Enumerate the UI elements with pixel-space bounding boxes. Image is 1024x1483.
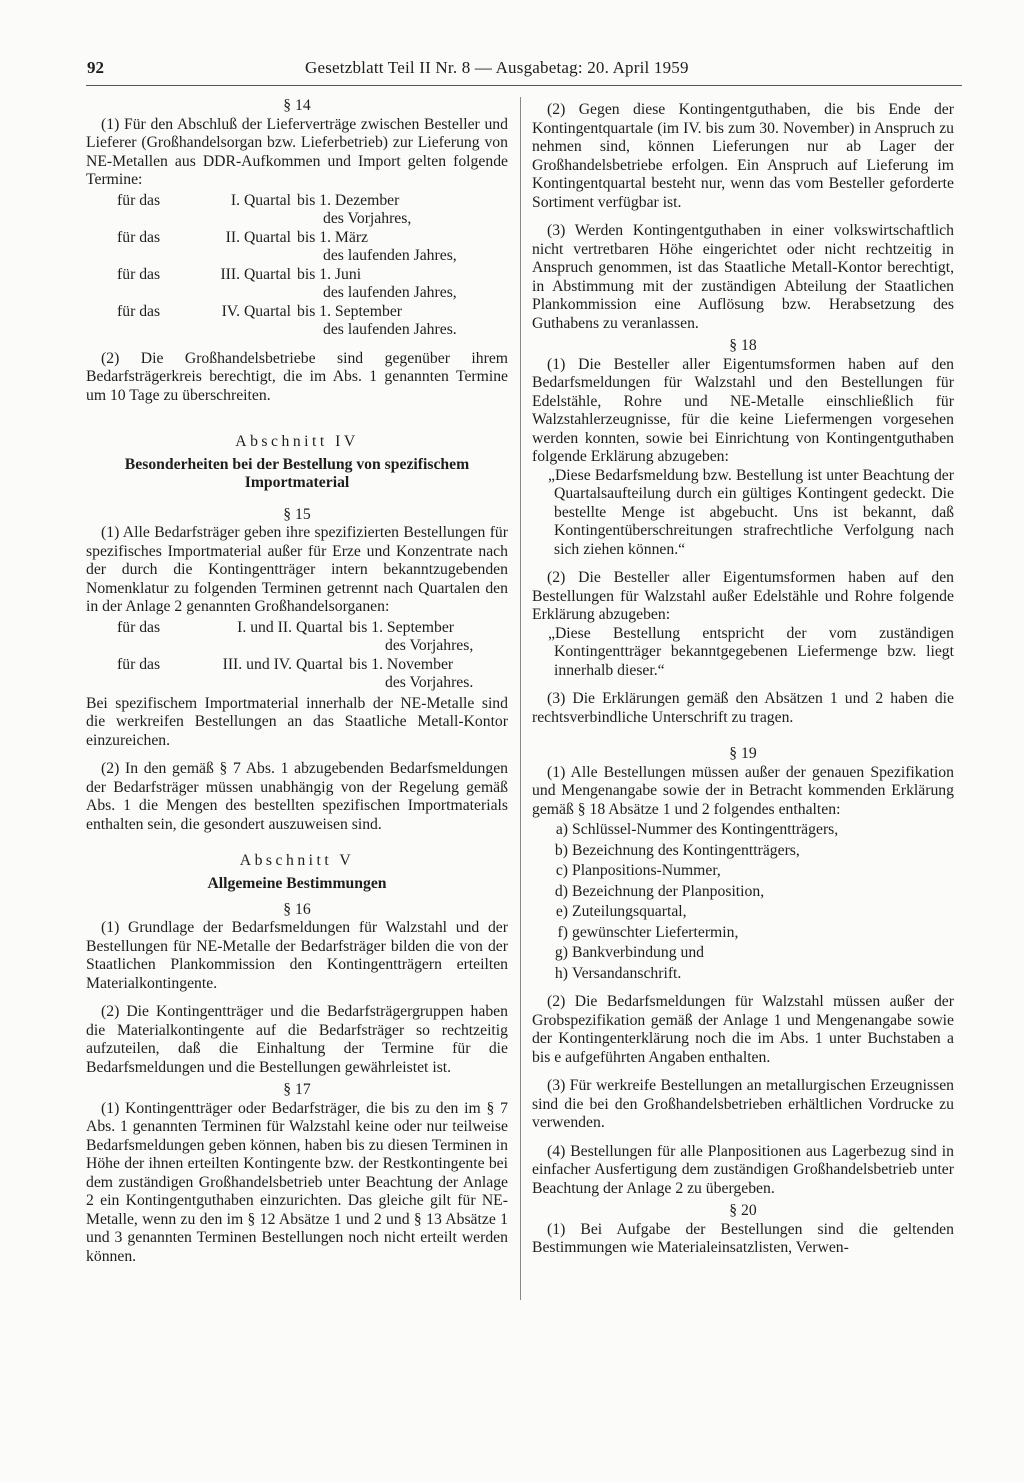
- list-item-text: Bankverbindung und: [572, 944, 705, 961]
- section-17-title: § 17: [283, 1081, 311, 1098]
- deadline-date: bis 1. Juni: [297, 265, 362, 283]
- list-item-letter: b): [554, 841, 568, 859]
- section-18-paragraph-2: (2) Die Besteller aller Eigentumsformen haben auf den Bestellungen für Walzstahl außer Edelstähle und Rohre folgende Erklärung abzugeben:: [532, 569, 954, 623]
- section-20-title: § 20: [729, 1202, 757, 1219]
- section-18-quote-2: „Diese Bestellung entspricht der vom zuständigen Kontingentträger bekanntgegebenen Liefermenge bzw. liegt innerhalb dieser.“: [548, 624, 954, 679]
- list-item: [548, 965, 954, 984]
- section-18-quote-1: „Diese Bedarfsmeldung bzw. Bestellung ist unter Beachtung der Quartalsaufteilung durch ein gültiges Kontingent gedeckt. Die bestellte Menge ist abgebucht. Uns ist bekannt, daß Kontingentüberschreitungen strafrechtliche Verfolgung nach sich ziehen können.“: [548, 466, 954, 558]
- deadline-row: [86, 229, 457, 266]
- header-rule: [86, 85, 962, 86]
- list-item-letter: c): [555, 862, 568, 879]
- list-item-letter: h): [554, 964, 568, 982]
- deadline-label: für das: [117, 228, 161, 246]
- abschnitt-4-heading: Besonderheiten bei der Bestellung von spezifischem Importmaterial: [124, 455, 470, 491]
- list-item-text: Versandanschrift.: [572, 964, 682, 982]
- list-item: [548, 842, 954, 861]
- page-number: 92: [87, 58, 104, 77]
- list-item-text: Bezeichnung des Kontingentträgers,: [572, 841, 800, 859]
- deadline-date: bis 1. September: [349, 618, 455, 636]
- deadline-label: für das: [117, 655, 161, 673]
- deadline-date: bis 1. September: [297, 302, 403, 320]
- section-15-title: § 15: [283, 505, 311, 523]
- deadline-date: bis 1. November: [349, 655, 454, 673]
- section-17-paragraph-1: (1) Kontingentträger oder Bedarfsträger, die bis zu den im § 7 Abs. 1 genannten Terminen für Walzstahl keine oder nur teilweise Bedarfsmeldungen geben können, haben bis zu diesen Terminen in Höhe der ihnen erteilten Kontingente bzw. der Restkontingente bei dem zuständigen Großhandelsbetrieb unter Beachtung der Anlage 2 ein Kontingentguthaben einzurichten. Das gleiche gilt für NE-Metalle, wenn zu den im § 12 Absätze 1 und 2 und § 13 Absätze 1 und 3 genannten Terminen Bestellungen noch nicht erteilt werden können.: [86, 1099, 508, 1265]
- section-15-paragraph-1b: Bei spezifischem Importmaterial innerhalb der NE-Metalle sind die werkreifen Bestellungen an das Staatliche Metall-Kontor einzureichen.: [86, 694, 508, 749]
- list-item-text: gewünschter Liefertermin,: [572, 923, 739, 941]
- section-16-paragraph-2: (2) Die Kontingentträger und die Bedarfsträgergruppen haben die Materialkontingente auf die Bedarfsträger so rechtzeitig aufzuteilen, daß die Einhaltung der Termine für die Bedarfsmeldungen und die Bestellungen gewährleistet ist.: [86, 1003, 508, 1076]
- deadline-row: [86, 192, 457, 229]
- deadline-row: [86, 266, 457, 303]
- section-14-deadline-table: [86, 192, 457, 340]
- list-item-text: Planpositions-Nummer,: [572, 862, 721, 879]
- right-column: [532, 93, 954, 1258]
- list-item-text: Zuteilungsquartal,: [572, 903, 687, 920]
- section-17-paragraph-3: (3) Werden Kontingentguthaben in einer volkswirtschaftlich nicht vertretbaren Höhe eingerichtet oder nicht rechtzeitig in Anspruch genommen, ist das Staatliche Metall-Kontor berechtigt, in Abstimmung mit der zuständigen Abteilung der Staatlichen Plankommission eine Auflösung bzw. Herabsetzung des Guthabens zu veranlassen.: [532, 222, 954, 332]
- list-item-text: Schlüssel-Nummer des Kontingentträgers,: [572, 821, 839, 838]
- section-19-paragraph-4: (4) Bestellungen für alle Planpositionen aus Lagerbezug sind in einfacher Ausfertigung dem zuständigen Großhandelsbetrieb unter Beachtung der Anlage 2 zu übergeben.: [532, 1142, 954, 1197]
- abschnitt-5-heading: Allgemeine Bestimmungen: [207, 874, 387, 892]
- deadline-continuation: des Vorjahres,: [385, 637, 474, 654]
- section-19-paragraph-2: (2) Die Bedarfsmeldungen für Walzstahl müssen außer der Grobspezifikation gemäß der Anlage 1 und Mengenangabe sowie der Kontingenterklärung noch die im Abs. 1 unter Buchstaben a bis e aufgeführten Angaben enthalten.: [532, 993, 954, 1066]
- deadline-label: für das: [117, 265, 161, 283]
- list-item-letter: g): [554, 944, 568, 961]
- deadline-date-cell: [297, 192, 457, 229]
- list-item-text: Bezeichnung der Planposition,: [572, 882, 765, 900]
- section-19-paragraph-3: (3) Für werkreife Bestellungen an metallurgischen Erzeugnissen sind die bei den Großhandelsbetrieben erhältlichen Vordrucke zu verwenden.: [532, 1077, 954, 1131]
- deadline-quarter: III. Quartal: [220, 265, 291, 283]
- deadline-quarter: I. Quartal: [230, 191, 291, 209]
- section-16-paragraph-1: (1) Grundlage der Bedarfsmeldungen für Walzstahl und der Bestellungen für NE-Metalle der Bedarfsträger bilden die von der Staatlichen Plankommission den Kontingentträgern erteilten Materialkontingente.: [86, 919, 508, 992]
- deadline-date-cell: [349, 619, 473, 656]
- list-item: [548, 883, 954, 902]
- list-item: [548, 821, 954, 840]
- deadline-row: [86, 656, 473, 693]
- deadline-continuation: des laufenden Jahres,: [323, 247, 457, 264]
- deadline-quarter: IV. Quartal: [221, 302, 291, 320]
- section-18-paragraph-1: (1) Die Besteller aller Eigentumsformen haben auf den Bedarfsmeldungen für Walzstahl und den Bestellungen für Edelstähle, Rohre und NE-Metalle einschließlich für Walzstahlerzeugnisse, für die keine Liefermengen vorgesehen werden konnten, sowie bei Einrichtung von Kontingentguthaben folgende Erklärung abzugeben:: [532, 355, 954, 465]
- list-item: [548, 903, 954, 922]
- section-14-paragraph-1: (1) Für den Abschluß der Lieferverträge zwischen Besteller und Lieferer (Großhandelsorgan bzw. Lieferbetrieb) zur Lieferung von NE-Metallen aus DDR-Aufkommen und Import gelten folgende Termine:: [86, 115, 508, 188]
- deadline-date: bis 1. Dezember: [297, 191, 400, 209]
- left-column: [86, 93, 508, 1266]
- deadline-date-cell: [349, 656, 473, 693]
- running-header: Gesetzblatt Teil II Nr. 8 — Ausgabetag: 20. April 1959: [305, 58, 689, 77]
- list-item: [548, 924, 954, 943]
- section-16-title: § 16: [283, 900, 311, 918]
- deadline-date: bis 1. März: [297, 228, 369, 246]
- deadline-date-cell: [297, 303, 457, 340]
- section-18-paragraph-3: (3) Die Erklärungen gemäß den Absätzen 1 und 2 haben die rechtsverbindliche Unterschrift zu tragen.: [532, 690, 954, 726]
- deadline-quarter: I. und II. Quartal: [237, 618, 343, 636]
- list-item: [548, 944, 954, 963]
- abschnitt-4-label: Abschnitt IV: [235, 433, 359, 450]
- deadline-continuation: des laufenden Jahres.: [323, 321, 457, 338]
- deadline-quarter: II. Quartal: [225, 228, 291, 246]
- deadline-row: [86, 619, 473, 656]
- deadline-label: für das: [117, 618, 161, 636]
- deadline-label: für das: [117, 191, 161, 209]
- section-14-title: § 14: [283, 97, 311, 114]
- deadline-continuation: des laufenden Jahres,: [323, 284, 457, 301]
- section-19-item-list: [532, 821, 954, 983]
- section-15-paragraph-2: (2) In den gemäß § 7 Abs. 1 abzugebenden Bedarfsmeldungen der Bedarfsträger müssen unabhängig von der Regelung gemäß Abs. 1 die Mengen des bestellten spezifischen Importmaterials enthalten sein, die gesondert auszuweisen sind.: [86, 760, 508, 833]
- section-15-deadline-table: [86, 619, 473, 693]
- list-item: [548, 862, 954, 881]
- section-17-paragraph-2: (2) Gegen diese Kontingentguthaben, die bis Ende der Kontingentquartale (im IV. bis zum 30. November) in Anspruch zu nehmen sind, können Lieferungen nur ab Lager der Großhandelsbetriebe erfolgen. Ein Anspruch auf Lieferung im Kontingentquartal besteht nur, wenn das vom Besteller geforderte Sortiment verfügbar ist.: [532, 101, 954, 211]
- section-19-paragraph-1: (1) Alle Bestellungen müssen außer der genauen Spezifikation und Mengenangabe sowie der in Betracht kommenden Erklärung gemäß § 18 Absätze 1 und 2 folgendes enthalten:: [532, 763, 954, 818]
- deadline-continuation: des Vorjahres.: [385, 674, 474, 691]
- list-item-letter: e): [555, 903, 568, 920]
- section-20-paragraph-1: (1) Bei Aufgabe der Bestellungen sind die geltenden Bestimmungen wie Materialeinsatzlisten, Verwen-: [532, 1220, 954, 1256]
- deadline-quarter: III. und IV. Quartal: [222, 655, 343, 673]
- section-18-title: § 18: [729, 337, 757, 354]
- list-item-letter: d): [554, 882, 568, 900]
- deadline-row: [86, 303, 457, 340]
- deadline-date-cell: [297, 266, 457, 303]
- column-divider: [520, 97, 521, 1300]
- abschnitt-5-label: Abschnitt V: [239, 852, 355, 869]
- list-item-letter: f): [557, 923, 568, 941]
- deadline-continuation: des Vorjahres,: [323, 210, 412, 227]
- section-14-paragraph-2: (2) Die Großhandelsbetriebe sind gegenüber ihrem Bedarfsträgerkreis berechtigt, die im Abs. 1 genannten Termine um 10 Tage zu überschreiten.: [86, 349, 508, 404]
- section-15-paragraph-1: (1) Alle Bedarfsträger geben ihre spezifizierten Bestellungen für spezifisches Importmaterial außer für Erze und Konzentrate nach der durch die Kontingentträger intern bekanntzugebenden Nomenklatur zu folgenden Terminen getrennt nach Quartalen den in der Anlage 2 genannten Großhandelsorganen:: [86, 524, 508, 615]
- list-item-letter: a): [555, 821, 568, 838]
- deadline-date-cell: [297, 229, 457, 266]
- section-19-title: § 19: [729, 745, 757, 762]
- deadline-label: für das: [117, 302, 161, 320]
